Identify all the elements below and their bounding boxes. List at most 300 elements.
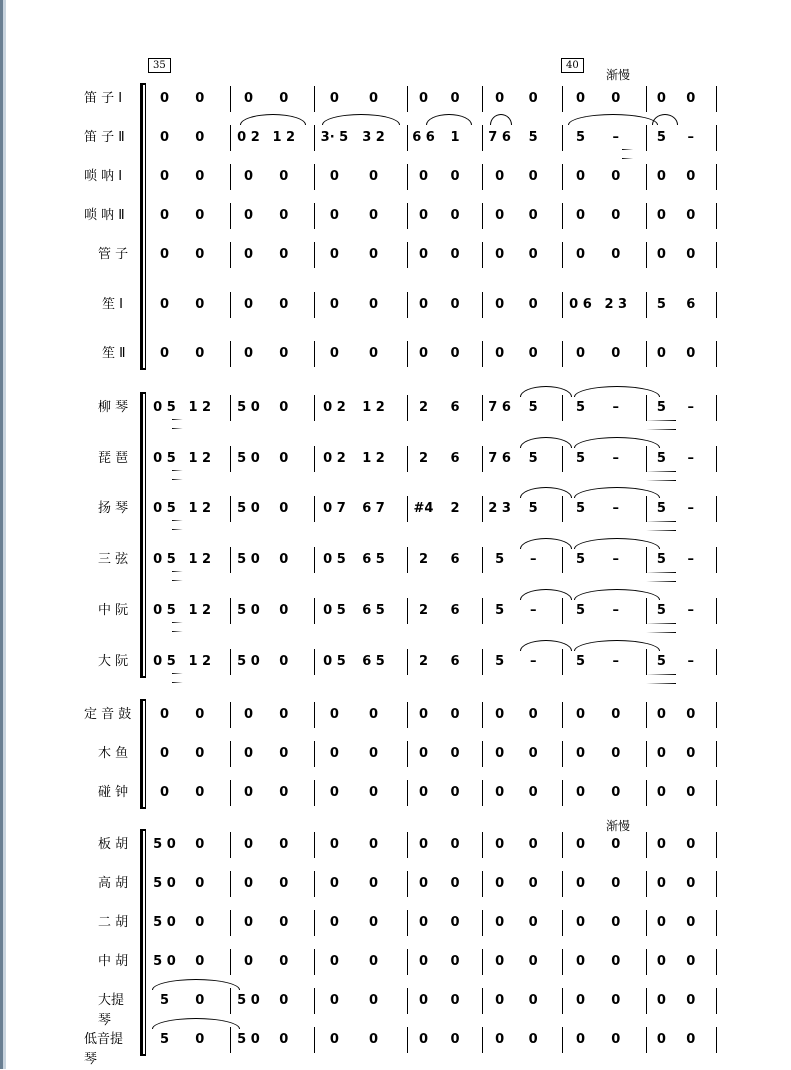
note-token: 0 5 xyxy=(153,654,176,669)
bracket-cap-top xyxy=(140,699,146,701)
barline xyxy=(230,446,231,472)
note-token: 0 xyxy=(195,130,205,145)
instrument-label: 琵 琶 xyxy=(98,451,129,466)
note-token: 0 xyxy=(418,954,429,969)
note-token: 0 xyxy=(279,785,289,800)
note-token: – xyxy=(612,654,619,669)
barline xyxy=(716,242,717,268)
note-token: 0 xyxy=(243,169,253,184)
note-token: 0 xyxy=(368,297,379,312)
note-token: 0 xyxy=(195,746,205,761)
note-token: 1 2 xyxy=(188,654,212,669)
barline xyxy=(407,949,408,975)
note-token: 0 5 xyxy=(153,603,176,618)
note-token: 1 2 xyxy=(362,400,385,415)
note-token: 0 xyxy=(656,346,666,361)
note-token: 0 xyxy=(528,91,538,106)
note-token: 0 xyxy=(279,876,289,891)
note-token: 0 xyxy=(495,208,505,223)
note-token: 0 xyxy=(495,876,505,891)
barline xyxy=(646,649,647,675)
note-token: 5 xyxy=(528,451,538,466)
barline xyxy=(314,832,315,858)
barline xyxy=(716,395,717,421)
note-token: 0 xyxy=(195,91,205,106)
note-token: 0 xyxy=(279,603,289,618)
note-token: 0 xyxy=(368,1032,379,1047)
note-token: 5 xyxy=(528,400,538,415)
note-token: 0 xyxy=(329,707,339,722)
note-token: 0 xyxy=(195,346,205,361)
note-token: 0 xyxy=(279,297,289,312)
barline xyxy=(482,341,483,367)
barline xyxy=(646,741,647,767)
note-token: – xyxy=(687,552,695,567)
dynamic-hairpin xyxy=(528,420,676,430)
note-token: 3 2 xyxy=(362,130,385,145)
note-token: 0 xyxy=(656,208,666,223)
tie-mark xyxy=(574,640,660,651)
note-token: 0 xyxy=(611,707,621,722)
note-token: 0 xyxy=(575,1032,585,1047)
barline xyxy=(562,86,563,112)
note-token: 0 xyxy=(528,707,538,722)
note-token: 0 xyxy=(418,208,429,223)
note-token: 0 xyxy=(450,91,460,106)
note-token: 0 xyxy=(575,837,585,852)
note-token: 0 xyxy=(279,707,289,722)
barline xyxy=(407,164,408,190)
note-token: 0 xyxy=(418,707,429,722)
note-token: 1 2 xyxy=(188,603,212,618)
note-token: 5 0 xyxy=(153,837,176,852)
note-token: 0 xyxy=(159,297,169,312)
barline xyxy=(407,292,408,318)
note-token: 0 xyxy=(279,915,289,930)
barline xyxy=(230,341,231,367)
tie-mark xyxy=(520,538,572,549)
barline xyxy=(562,741,563,767)
note-token: 0 xyxy=(368,876,379,891)
system-barline xyxy=(145,394,146,676)
note-token: 0 xyxy=(243,876,253,891)
barline xyxy=(482,496,483,522)
note-token: 1 2 xyxy=(188,451,212,466)
barline xyxy=(562,598,563,624)
note-token: 0 xyxy=(329,785,339,800)
barline xyxy=(314,910,315,936)
slur-mark xyxy=(490,114,512,125)
note-token: 7 6 xyxy=(488,400,511,415)
barline xyxy=(716,832,717,858)
barline xyxy=(646,547,647,573)
barline xyxy=(230,702,231,728)
note-token: 0 xyxy=(575,346,585,361)
system-barline xyxy=(145,85,146,368)
note-token: 0 xyxy=(450,1032,460,1047)
barline xyxy=(562,125,563,151)
note-token: 0 xyxy=(368,785,379,800)
note-token: – xyxy=(612,603,619,618)
note-token: 0 xyxy=(656,837,666,852)
note-token: 0 xyxy=(450,837,460,852)
note-token: 0 xyxy=(159,208,169,223)
tie-mark xyxy=(520,487,572,498)
barline xyxy=(562,547,563,573)
note-token: 0 xyxy=(575,746,585,761)
note-token: 0 xyxy=(279,993,289,1008)
barline xyxy=(407,910,408,936)
barline xyxy=(230,203,231,229)
barline xyxy=(482,125,483,151)
note-token: 0 xyxy=(159,785,169,800)
barline xyxy=(646,832,647,858)
note-token: 0 xyxy=(195,785,205,800)
note-token: 2 xyxy=(418,603,429,618)
note-token: – xyxy=(529,552,537,567)
barline xyxy=(407,598,408,624)
barline xyxy=(562,988,563,1014)
barline xyxy=(482,242,483,268)
barline xyxy=(314,649,315,675)
note-token: 0 xyxy=(686,837,696,852)
bracket-cap-bottom xyxy=(140,676,146,678)
note-token: 0 xyxy=(368,208,379,223)
instrument-label: 二 胡 xyxy=(98,915,129,930)
barline xyxy=(716,496,717,522)
note-token: 0 xyxy=(495,346,505,361)
note-token: 0 xyxy=(368,837,379,852)
note-token: 0 xyxy=(611,837,621,852)
note-token: 5 xyxy=(495,654,505,669)
note-token: 0 xyxy=(195,208,205,223)
instrument-label: 中 阮 xyxy=(98,603,129,618)
note-token: – xyxy=(687,654,695,669)
note-token: 0 5 xyxy=(153,501,176,516)
note-token: 0 xyxy=(450,169,460,184)
note-token: 6 xyxy=(450,552,460,567)
barline xyxy=(482,203,483,229)
note-token: 0 xyxy=(243,346,253,361)
system-bracket xyxy=(140,831,143,1054)
bracket-cap-bottom xyxy=(140,368,146,370)
barline xyxy=(716,86,717,112)
note-token: 0 xyxy=(528,915,538,930)
barline xyxy=(230,1027,231,1053)
barline xyxy=(646,242,647,268)
barline xyxy=(482,702,483,728)
note-token: 0 xyxy=(495,915,505,930)
barline xyxy=(314,547,315,573)
rehearsal-mark-40: 40 xyxy=(561,58,584,73)
note-token: 0 6 xyxy=(569,297,592,312)
note-token: 5 xyxy=(656,654,666,669)
system-bracket xyxy=(140,701,143,807)
dynamic-hairpin xyxy=(528,572,676,582)
barline xyxy=(230,832,231,858)
barline xyxy=(646,203,647,229)
barline xyxy=(482,547,483,573)
tie-mark xyxy=(520,437,572,448)
note-token: 0 xyxy=(495,91,505,106)
note-token: 5 xyxy=(656,130,666,145)
note-token: 0 xyxy=(686,1032,696,1047)
note-token: 0 5 xyxy=(153,451,176,466)
note-token: 0 xyxy=(159,746,169,761)
barline xyxy=(314,780,315,806)
note-token: 0 xyxy=(575,707,585,722)
note-token: 0 xyxy=(279,654,289,669)
note-token: 0 xyxy=(243,785,253,800)
barline xyxy=(230,741,231,767)
barline xyxy=(562,832,563,858)
barline xyxy=(482,988,483,1014)
note-token: 0 xyxy=(279,169,289,184)
note-token: 0 xyxy=(611,1032,621,1047)
note-token: 2 xyxy=(418,451,429,466)
note-token: 0 xyxy=(195,297,205,312)
note-token: 7 6 xyxy=(488,451,511,466)
note-token: 0 xyxy=(159,707,169,722)
note-token: 5 0 xyxy=(237,1032,260,1047)
note-token: 5 0 xyxy=(237,603,260,618)
note-token: 0 xyxy=(656,915,666,930)
instrument-label: 板 胡 xyxy=(98,837,129,852)
tie-mark xyxy=(574,437,660,448)
note-token: 0 xyxy=(329,837,339,852)
note-token: 0 xyxy=(195,876,205,891)
note-token: 0 xyxy=(528,297,538,312)
note-token: 0 xyxy=(686,707,696,722)
note-token: 0 xyxy=(418,837,429,852)
note-token: 0 5 xyxy=(153,400,176,415)
note-token: 0 xyxy=(159,346,169,361)
note-token: 0 xyxy=(329,876,339,891)
barline xyxy=(482,832,483,858)
tie-mark xyxy=(574,589,660,600)
note-token: 0 xyxy=(686,993,696,1008)
tie-mark xyxy=(152,979,240,990)
barline xyxy=(314,164,315,190)
note-token: 0 xyxy=(495,297,505,312)
note-token: 0 xyxy=(686,954,696,969)
note-token: 1 2 xyxy=(362,451,385,466)
barline xyxy=(314,949,315,975)
note-token: 0 xyxy=(243,91,253,106)
note-token: 0 xyxy=(611,169,621,184)
note-token: 0 xyxy=(575,954,585,969)
barline xyxy=(407,988,408,1014)
instrument-label: 低音提琴 xyxy=(84,1032,124,1067)
barline xyxy=(716,547,717,573)
barline xyxy=(716,446,717,472)
barline xyxy=(716,871,717,897)
note-token: 5 0 xyxy=(237,400,260,415)
barline xyxy=(716,598,717,624)
barline xyxy=(482,446,483,472)
note-token: 0 xyxy=(611,247,621,262)
system-barline xyxy=(145,701,146,807)
barline xyxy=(230,292,231,318)
note-token: 0 xyxy=(656,876,666,891)
note-token: 5 0 xyxy=(153,876,176,891)
barline xyxy=(314,702,315,728)
note-token: 5 xyxy=(656,400,666,415)
barline xyxy=(562,949,563,975)
note-token: 0 xyxy=(279,837,289,852)
barline xyxy=(716,780,717,806)
note-token: 0 xyxy=(368,346,379,361)
barline xyxy=(482,1027,483,1053)
barline xyxy=(646,780,647,806)
barline xyxy=(482,292,483,318)
barline xyxy=(407,125,408,151)
note-token: 5 xyxy=(656,552,666,567)
barline xyxy=(230,496,231,522)
barline xyxy=(407,780,408,806)
note-token: 0 xyxy=(159,130,169,145)
note-token: 0 xyxy=(329,297,339,312)
note-token: 0 xyxy=(686,346,696,361)
note-token: 6 5 xyxy=(362,603,385,618)
slur-mark xyxy=(652,114,678,125)
note-token: 5 0 xyxy=(237,501,260,516)
note-token: 6 xyxy=(450,451,460,466)
barline xyxy=(407,741,408,767)
barline xyxy=(314,242,315,268)
note-token: 0 xyxy=(528,169,538,184)
dynamic-hairpin xyxy=(528,674,676,684)
barline xyxy=(562,780,563,806)
dynamic-hairpin xyxy=(528,521,676,531)
barline xyxy=(314,1027,315,1053)
note-token: 6 7 xyxy=(362,501,385,516)
note-token: 0 xyxy=(243,707,253,722)
note-token: 0 xyxy=(495,837,505,852)
note-token: 0 xyxy=(686,876,696,891)
barline xyxy=(407,547,408,573)
barline xyxy=(646,598,647,624)
note-token: 0 xyxy=(575,993,585,1008)
note-token: – xyxy=(612,501,619,516)
note-token: 0 xyxy=(279,954,289,969)
note-token: 0 xyxy=(450,297,460,312)
note-token: 0 xyxy=(279,247,289,262)
note-token: 0 xyxy=(418,1032,429,1047)
note-token: 0 xyxy=(656,707,666,722)
note-token: – xyxy=(612,400,619,415)
note-token: 0 xyxy=(575,208,585,223)
barline xyxy=(716,203,717,229)
note-token: 0 xyxy=(418,785,429,800)
note-token: 0 xyxy=(450,707,460,722)
note-token: 0 xyxy=(686,247,696,262)
instrument-label: 碰 钟 xyxy=(98,785,129,800)
barline xyxy=(314,125,315,151)
note-token: 5 xyxy=(575,654,585,669)
note-token: 0 xyxy=(495,1032,505,1047)
note-token: 5 0 xyxy=(237,993,260,1008)
barline xyxy=(482,395,483,421)
note-token: 0 xyxy=(195,954,205,969)
barline xyxy=(716,341,717,367)
note-token: 0 xyxy=(495,707,505,722)
note-token: 5 xyxy=(656,603,666,618)
bracket-cap-top xyxy=(140,392,146,394)
note-token: 5 xyxy=(159,993,169,1008)
note-token: 0 7 xyxy=(323,501,346,516)
note-token: 5 xyxy=(528,501,538,516)
note-token: 0 xyxy=(575,876,585,891)
instrument-label: 笙 Ⅱ xyxy=(102,346,126,361)
barline xyxy=(482,949,483,975)
note-token: 0 xyxy=(528,837,538,852)
note-token: 1 2 xyxy=(188,501,212,516)
barline xyxy=(407,86,408,112)
barline xyxy=(230,598,231,624)
note-token: 0 xyxy=(368,915,379,930)
note-token: 3· 5 xyxy=(320,130,349,145)
note-token: 0 xyxy=(243,746,253,761)
note-token: 5 xyxy=(575,552,585,567)
instrument-label: 大 阮 xyxy=(98,654,129,669)
barline xyxy=(562,395,563,421)
note-token: 0 xyxy=(495,785,505,800)
note-token: 0 xyxy=(611,954,621,969)
slur-mark xyxy=(240,114,306,125)
barline xyxy=(482,741,483,767)
barline xyxy=(646,988,647,1014)
note-token: 5 xyxy=(575,501,585,516)
note-token: 0 xyxy=(528,746,538,761)
barline xyxy=(646,949,647,975)
barline xyxy=(314,988,315,1014)
barline xyxy=(314,395,315,421)
note-token: 0 xyxy=(495,746,505,761)
tie-mark xyxy=(520,589,572,600)
note-token: 2 xyxy=(418,654,429,669)
note-token: 0 xyxy=(279,208,289,223)
note-token: 0 xyxy=(575,169,585,184)
note-token: 0 xyxy=(329,208,339,223)
note-token: 5 xyxy=(656,297,666,312)
barline xyxy=(646,164,647,190)
note-token: 0 xyxy=(575,785,585,800)
barline xyxy=(407,1027,408,1053)
note-token: 0 xyxy=(686,746,696,761)
barline xyxy=(407,242,408,268)
note-token: 0 xyxy=(279,501,289,516)
note-token: 0 xyxy=(450,346,460,361)
note-token: 0 xyxy=(611,746,621,761)
barline xyxy=(562,1027,563,1053)
note-token: 5 0 xyxy=(237,451,260,466)
note-token: 0 xyxy=(418,346,429,361)
dynamic-hairpin xyxy=(528,471,676,481)
note-token: 0 5 xyxy=(323,654,346,669)
barline xyxy=(646,871,647,897)
barline xyxy=(230,910,231,936)
note-token: 6 xyxy=(450,654,460,669)
barline xyxy=(562,341,563,367)
barline xyxy=(482,871,483,897)
note-token: 0 xyxy=(495,169,505,184)
note-token: 0 xyxy=(686,208,696,223)
instrument-label: 定 音 鼓 xyxy=(84,707,132,722)
barline xyxy=(314,86,315,112)
system-barline xyxy=(145,831,146,1054)
note-token: 0 xyxy=(656,954,666,969)
